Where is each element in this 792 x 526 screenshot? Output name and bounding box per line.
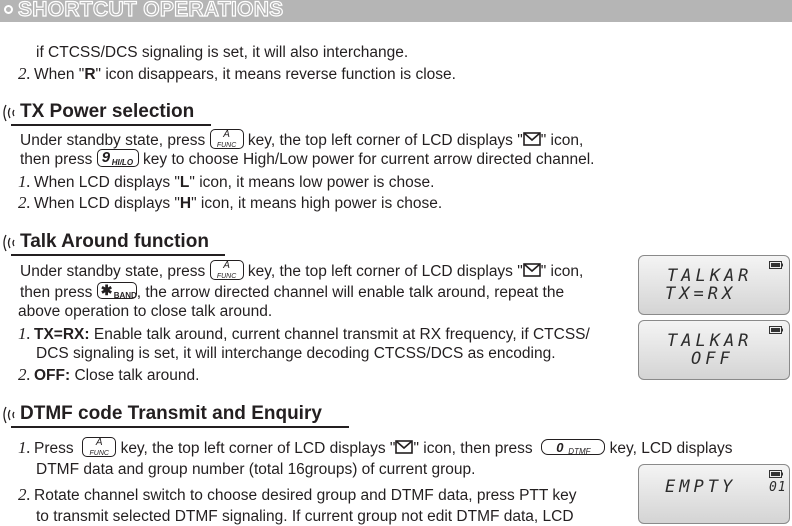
lcd-group-number: 01 — [769, 480, 787, 495]
tx-power-title: TX Power selection — [20, 101, 195, 122]
talk-around-item-1-cont: DCS signaling is set, it will interchange decoding CTCSS/DCS as encoding. — [36, 345, 556, 362]
lcd-line-2: TX=RX — [665, 284, 737, 304]
talk-around-item-1: 1. TX=RX: Enable talk around, current channel transmit at RX frequency, if CTCSS/ — [18, 324, 590, 343]
dtmf-title: DTMF code Transmit and Enquiry — [20, 403, 322, 424]
lcd-display-empty — [638, 464, 790, 524]
tx-power-heading — [0, 98, 215, 128]
zero-dtmf-key-icon: 0 DTMF — [541, 439, 605, 455]
radio-waves-icon — [2, 404, 20, 426]
lcd-line-1: TALKAR — [667, 331, 753, 351]
lcd-line-2: OFF — [691, 349, 734, 369]
func-key-icon: A FUNC — [210, 260, 244, 280]
header-bullet-icon — [4, 5, 13, 14]
talk-around-line-3: above operation to close talk around. — [18, 303, 273, 320]
envelope-icon — [523, 132, 541, 146]
talk-around-item-2: 2. OFF: Close talk around. — [18, 365, 200, 384]
talk-around-line-2: then press ✱ BAND , the arrow directed channel will enable talk around, repeat the — [20, 282, 565, 301]
section-header-title: SHORTCUT OPERATIONS — [18, 0, 284, 21]
dtmf-item-1-cont: DTMF data and group number (total 16groups) of current group. — [36, 461, 476, 478]
radio-waves-icon — [2, 102, 20, 124]
lcd-line-1: EMPTY — [665, 477, 737, 497]
talk-around-title: Talk Around function — [20, 231, 209, 252]
heading-underline — [11, 254, 225, 256]
lcd-line-1: TALKAR — [667, 266, 753, 286]
battery-icon — [769, 470, 783, 478]
talk-around-line-1: Under standby state, press A FUNC key, the top left corner of LCD displays " " icon, — [20, 260, 584, 281]
func-key-icon: A FUNC — [82, 437, 116, 457]
nine-hilo-key-icon: 9 HI/LO — [97, 149, 139, 167]
dtmf-item-2: 2. Rotate channel switch to choose desired group and DTMF data, press PTT key — [18, 485, 577, 504]
tx-power-line-1: Under standby state, press A FUNC key, the top left corner of LCD displays " " icon, — [20, 129, 584, 150]
radio-waves-icon — [2, 232, 20, 254]
dtmf-heading — [0, 400, 355, 430]
envelope-icon — [523, 263, 541, 277]
section-header-bar — [0, 0, 792, 22]
lcd-display-talkar-off — [638, 320, 790, 380]
star-band-key-icon: ✱ BAND — [97, 282, 137, 299]
intro-line: if CTCSS/DCS signaling is set, it will also interchange. — [36, 44, 409, 61]
intro-item-2: 2. When "R" icon disappears, it means reverse function is close. — [18, 64, 456, 83]
heading-underline — [11, 124, 211, 126]
battery-icon — [769, 261, 783, 269]
talk-around-heading — [0, 228, 230, 258]
battery-icon — [769, 326, 783, 334]
tx-power-item-1: 1. When LCD displays "L" icon, it means low power is chose. — [18, 172, 435, 191]
tx-power-line-2: then press 9 HI/LO key to choose High/Low power for current arrow directed channel. — [20, 148, 595, 168]
dtmf-item-2-cont: to transmit selected DTMF signaling. If current group not edit DTMF data, LCD — [36, 508, 574, 525]
dtmf-item-1: 1. Press A FUNC key, the top left corner of LCD displays " " icon, then press 0 DTMF key, LCD displays — [18, 436, 733, 457]
lcd-display-talkar-txrx — [638, 255, 790, 315]
envelope-icon — [395, 440, 413, 454]
heading-underline — [11, 426, 349, 428]
tx-power-item-2: 2. When LCD displays "H" icon, it means high power is chose. — [18, 193, 443, 212]
func-key-icon: A FUNC — [210, 129, 244, 149]
